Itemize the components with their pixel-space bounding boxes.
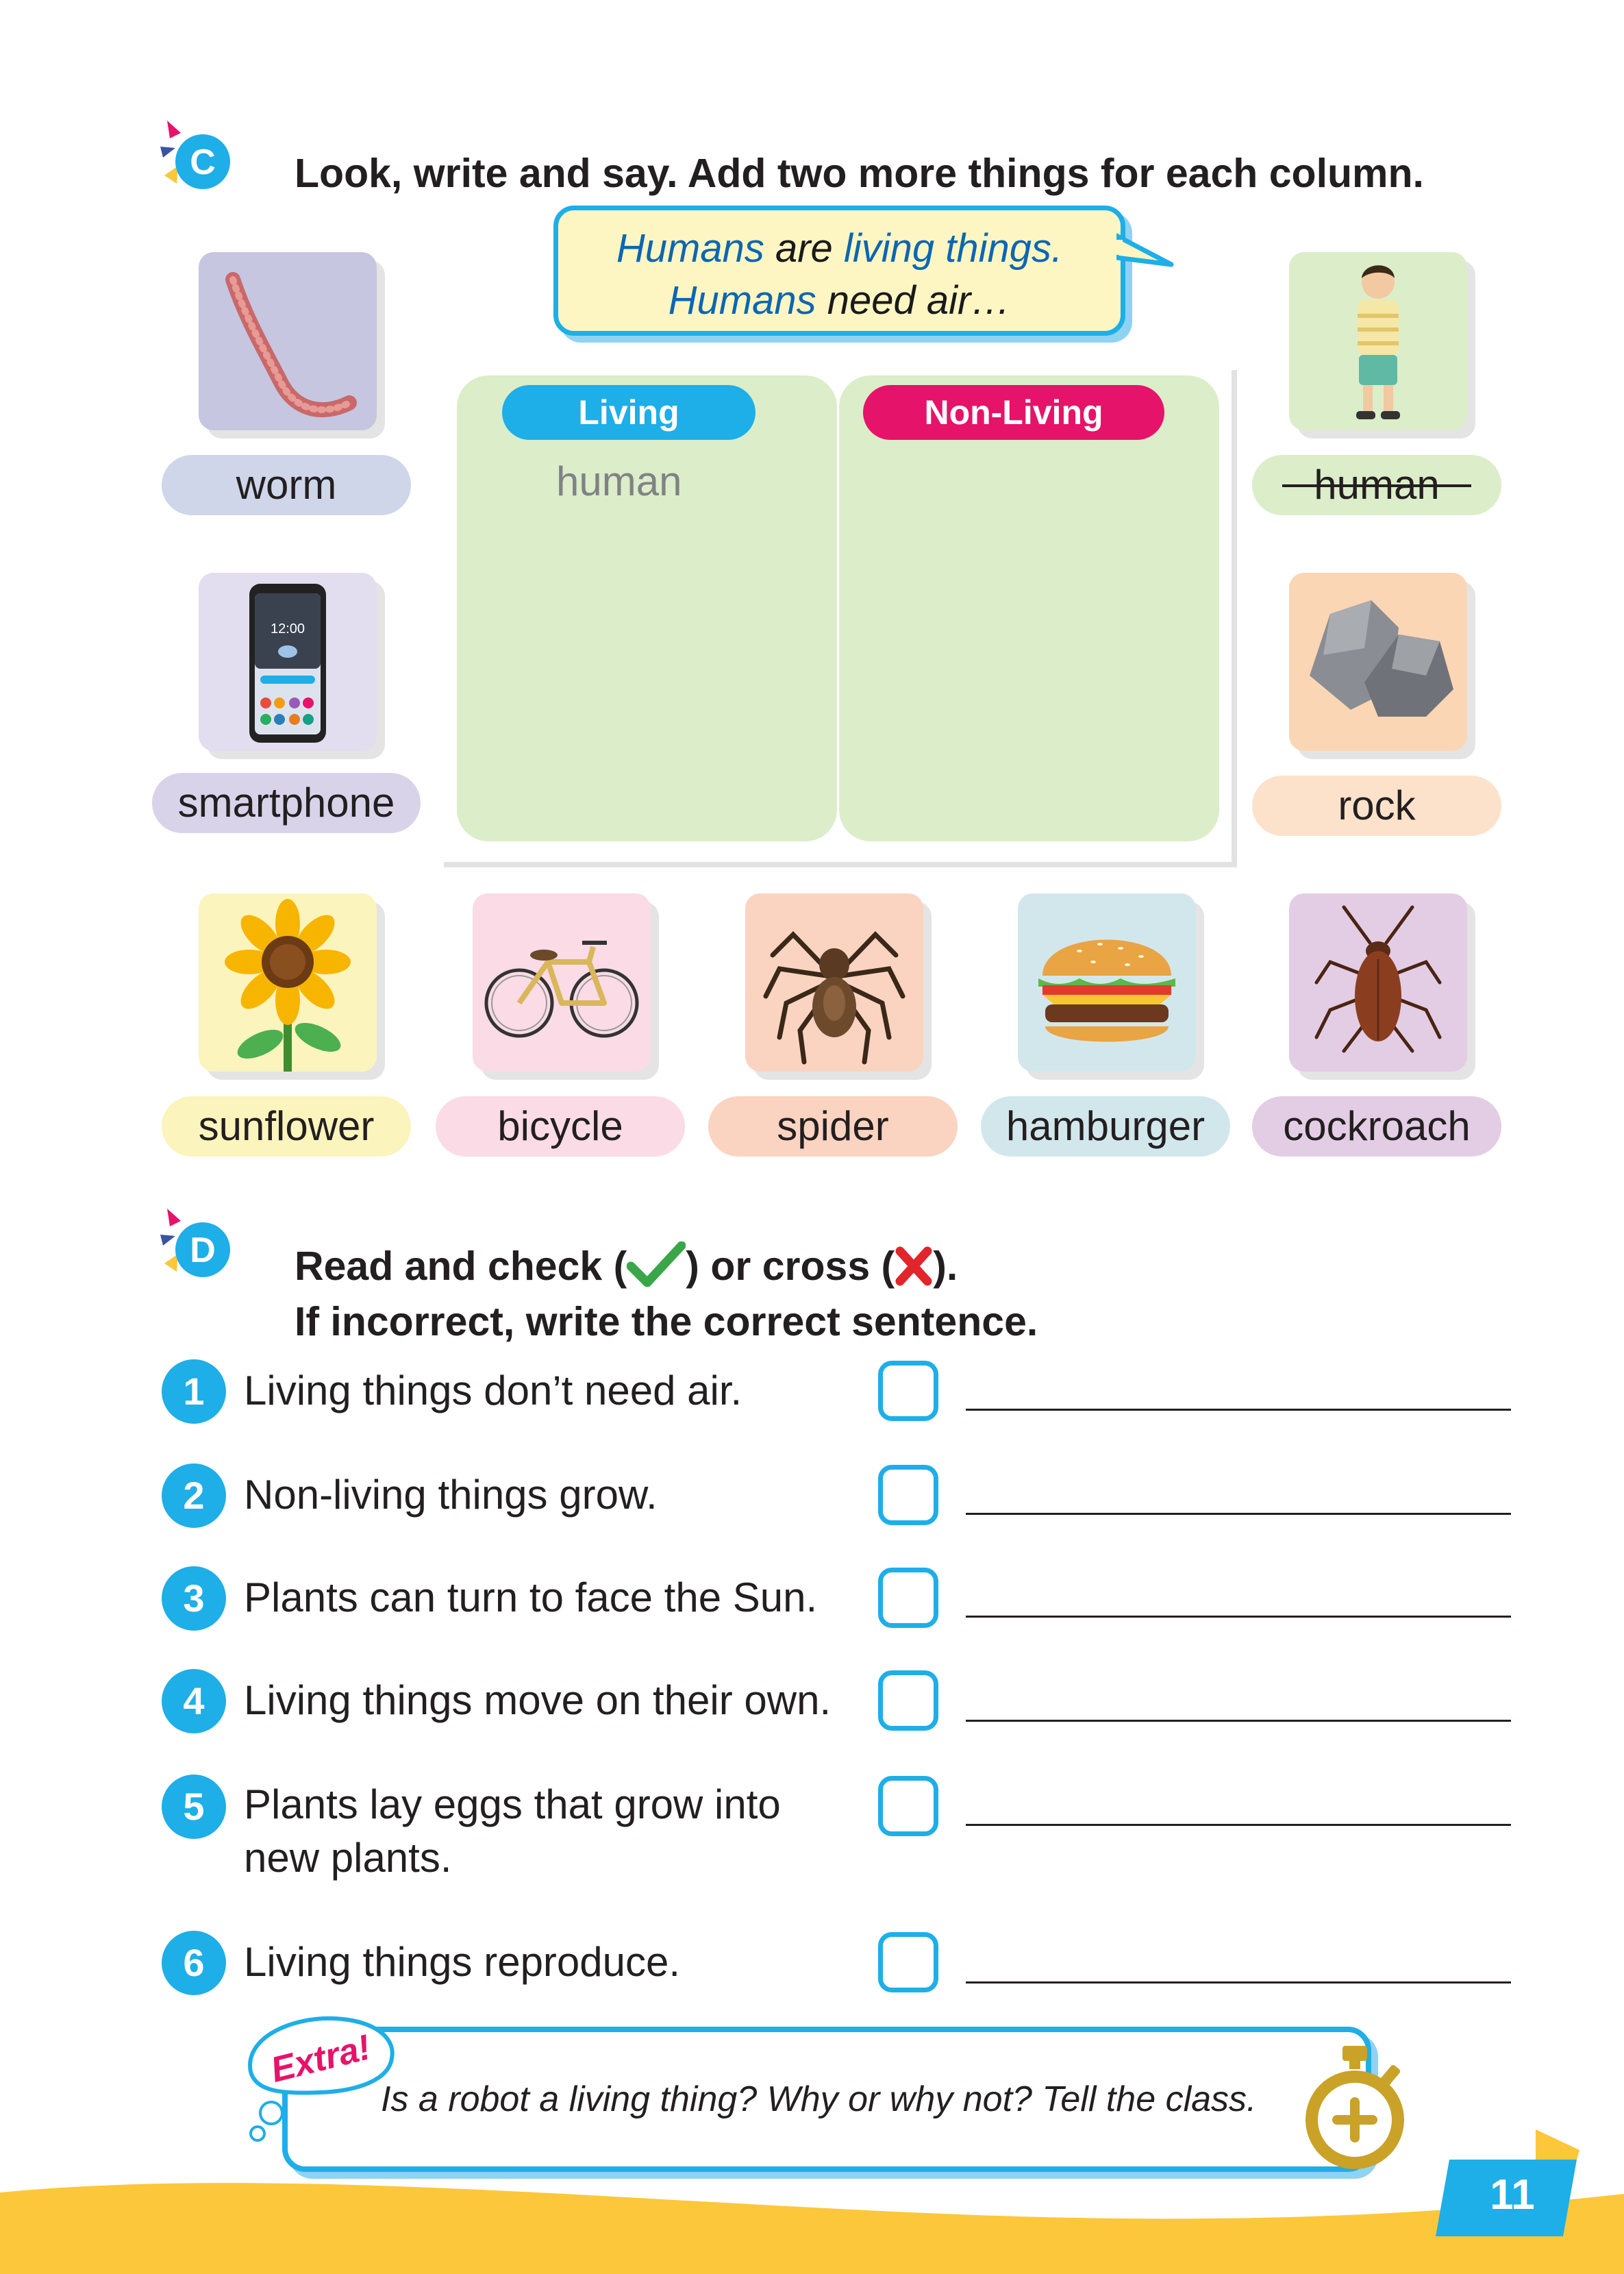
section-c-badge <box>160 121 232 192</box>
statement-4-text: Living things move on their own. <box>244 1677 832 1723</box>
statement-3-number: 3 <box>162 1566 226 1631</box>
statement-3-answer-line[interactable] <box>966 1616 1511 1618</box>
statement-1-answer-line[interactable] <box>966 1409 1511 1411</box>
rock-label: rock <box>1252 776 1501 836</box>
nonliving-header: Non-Living <box>863 385 1164 440</box>
statement-6-checkbox[interactable] <box>878 1932 938 1992</box>
smartphone-card <box>199 573 377 751</box>
cockroach-card <box>1289 893 1467 1072</box>
section-c-letter: C <box>190 143 216 182</box>
svg-text:Extra!: Extra! <box>266 2027 375 2090</box>
statement-1-checkbox[interactable] <box>878 1361 938 1421</box>
statement-3-checkbox[interactable] <box>878 1568 938 1628</box>
section-d-title: Read and check ( ) or cross ( ). <box>295 1241 958 1289</box>
statement-2-text: Non-living things grow. <box>244 1472 658 1518</box>
bicycle-card <box>473 893 651 1072</box>
statement-2-number: 2 <box>162 1463 226 1528</box>
human-label-crossed <box>1252 455 1501 515</box>
hamburger-card <box>1018 893 1196 1072</box>
check-mark-icon <box>627 1241 686 1289</box>
statement-5-number: 5 <box>162 1775 226 1839</box>
speech-bubble <box>553 206 1125 336</box>
nonliving-column <box>839 375 1219 841</box>
section-d-title-line2: If incorrect, write the correct sentence. <box>295 1299 1038 1344</box>
living-column <box>457 375 837 841</box>
living-example-word[interactable]: human <box>556 458 682 504</box>
worm-label: worm <box>162 455 411 515</box>
living-header: Living <box>502 385 755 440</box>
human-label: human <box>1314 462 1440 508</box>
rock-card <box>1289 573 1467 751</box>
section-d-badge <box>160 1209 232 1280</box>
sunflower-card <box>199 893 377 1072</box>
spider-icon <box>745 893 923 1072</box>
svg-text:12:00: 12:00 <box>270 621 305 637</box>
statement-4-answer-line[interactable] <box>966 1720 1511 1722</box>
extra-tag <box>237 2010 401 2147</box>
worm-card <box>199 252 377 430</box>
statement-5-text: Plants lay eggs that grow into <box>244 1781 781 1827</box>
spider-card <box>745 893 923 1072</box>
spider-label: spider <box>708 1096 958 1157</box>
cockroach-label: cockroach <box>1252 1096 1501 1157</box>
extra-question: Is a robot a living thing? Why or why not? Tell the class. <box>381 2079 1257 2119</box>
statement-2-checkbox[interactable] <box>878 1465 938 1525</box>
smartphone-label: smartphone <box>152 773 421 833</box>
statement-5-answer-line[interactable] <box>966 1824 1511 1826</box>
statement-5-checkbox[interactable] <box>878 1776 938 1836</box>
boy-icon <box>1289 252 1467 430</box>
section-c-title: Look, write and say. Add two more things for each column. <box>295 151 1424 196</box>
section-d-letter: D <box>190 1231 216 1270</box>
stopwatch-icon <box>1295 2044 1415 2172</box>
sunflower-label: sunflower <box>162 1096 411 1157</box>
bubble-line-1: Humans are living things. <box>616 226 1063 271</box>
speech-bubble-tail <box>1116 230 1174 271</box>
statement-1-text: Living things don’t need air. <box>244 1368 742 1413</box>
cockroach-icon <box>1289 893 1467 1072</box>
statement-6-number: 6 <box>162 1931 226 1995</box>
sunflower-icon <box>199 893 377 1072</box>
worm-icon <box>199 252 377 430</box>
cross-mark-icon <box>895 1246 933 1287</box>
statement-1-number: 1 <box>162 1359 226 1424</box>
bicycle-icon <box>473 893 651 1072</box>
rock-icon <box>1289 573 1467 751</box>
footer-yellow-wave <box>0 2173 1624 2274</box>
statement-4-number: 4 <box>162 1669 226 1733</box>
smartphone-icon <box>199 573 377 751</box>
statement-3-text: Plants can turn to face the Sun. <box>244 1574 818 1620</box>
statement-4-checkbox[interactable] <box>878 1670 938 1731</box>
bicycle-label: bicycle <box>436 1096 685 1157</box>
hamburger-icon <box>1018 893 1196 1072</box>
human-card <box>1289 252 1467 430</box>
page-number: 11 <box>1490 2171 1535 2219</box>
bubble-line-2: Humans need air… <box>668 278 1011 323</box>
statement-5-text-line2: new plants. <box>244 1835 452 1881</box>
statement-6-text: Living things reproduce. <box>244 1939 681 1985</box>
statement-6-answer-line[interactable] <box>966 1981 1511 1983</box>
statement-2-answer-line[interactable] <box>966 1513 1511 1515</box>
strikethrough-line <box>1282 484 1471 487</box>
hamburger-label: hamburger <box>981 1096 1230 1157</box>
